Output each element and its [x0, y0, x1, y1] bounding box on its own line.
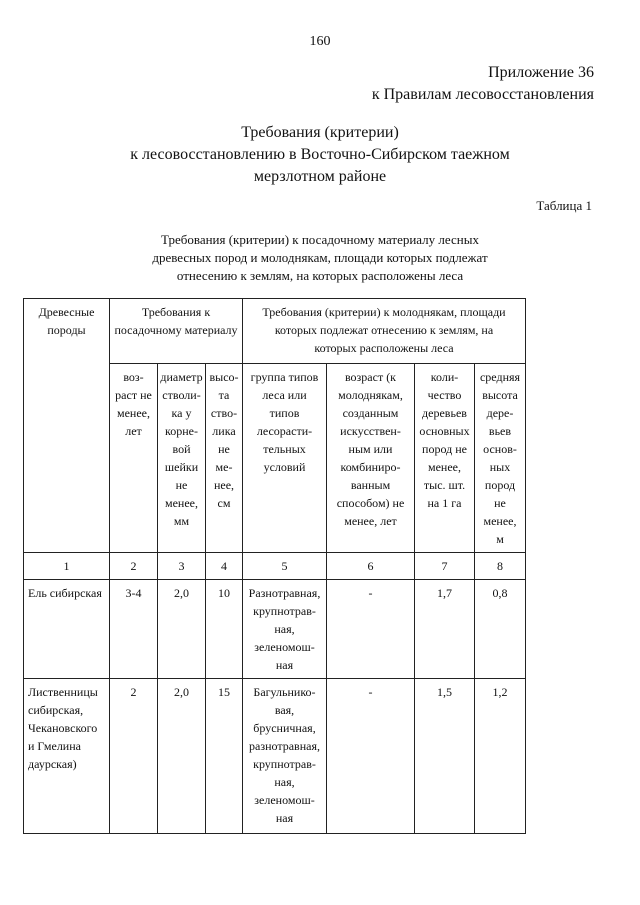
cell-line: искусствен- [340, 424, 401, 438]
page-number: 160 [309, 34, 331, 49]
cell-line: Чекановского [28, 721, 98, 735]
cell-line: типов [269, 406, 300, 420]
cell-line: которых подлежат отнесению к землям, на [274, 323, 494, 337]
tree-count-cell: 1,7 [415, 580, 475, 679]
title-line-1: Требования (критерии) [241, 124, 399, 141]
cell-line: менее, [117, 406, 150, 420]
cell-line: способом) не [336, 496, 405, 510]
cell-line: сибирская, [28, 703, 84, 717]
cell-line: нее, [213, 478, 235, 492]
cell-line: та [218, 388, 230, 402]
title-line-3: мерзлотном районе [253, 168, 387, 185]
cell-line: не [175, 478, 188, 492]
cell-line: ных [489, 460, 511, 474]
cell-line: ка у [171, 406, 192, 420]
column-number: 5 [243, 553, 327, 580]
cell-line: созданным [342, 406, 399, 420]
cell-line: пород не [422, 442, 467, 456]
appendix-number: Приложение 36 [488, 64, 594, 81]
age-cell: 3-4 [110, 580, 158, 679]
age-cell: 2 [110, 679, 158, 834]
cell-line: стволи- [162, 388, 201, 402]
cell-line: посадочному материалу [114, 323, 238, 337]
cell-line: лика [212, 424, 236, 438]
column-number: 4 [206, 553, 243, 580]
cell-line: возраст (к [344, 370, 397, 384]
cell-line: не [218, 442, 230, 456]
cell-line: менее, лет [344, 514, 397, 528]
cell-line: леса или [262, 388, 307, 402]
cell-line: ме- [215, 460, 233, 474]
cell-line: средняя [479, 370, 521, 384]
cell-line: на 1 га [427, 496, 462, 510]
cell-line: пород [484, 478, 516, 492]
cell-line: см [217, 496, 231, 510]
forest-types-cell [243, 679, 327, 834]
table-title-line-1: Требования (критерии) к посадочному материалу лесных [161, 232, 479, 247]
cell-line: чество [427, 388, 462, 402]
diameter-cell: 2,0 [158, 679, 206, 834]
cell-line: даурская) [28, 757, 77, 771]
cell-line: менее, [428, 460, 461, 474]
cell-line: корне- [165, 424, 198, 438]
cell-line: тельных [263, 442, 306, 456]
cell-line: вая, [274, 703, 295, 717]
cell-line: м [496, 532, 504, 546]
young-age-cell: - [327, 580, 415, 679]
requirements-table [23, 298, 526, 834]
cell-line: ная [275, 658, 294, 672]
cell-line: воз- [123, 370, 144, 384]
cell-line: ство- [210, 406, 238, 420]
species-cell [24, 580, 110, 679]
column-number: 6 [327, 553, 415, 580]
column-number: 7 [415, 553, 475, 580]
cell-line: ная, [274, 622, 295, 636]
avg-height-cell: 0,8 [475, 580, 526, 679]
cell-line: зеленомош- [254, 793, 315, 807]
appendix-reference: к Правилам лесовосстановления [371, 86, 594, 103]
cell-line: лет [125, 424, 142, 438]
cell-line: комбиниро- [340, 460, 401, 474]
header-planting-material [110, 299, 243, 364]
cell-line: Разнотравная, [248, 586, 321, 600]
cell-line: разнотравная, [249, 739, 320, 753]
cell-line: ная, [274, 775, 295, 789]
header-young-stands [243, 299, 526, 364]
cell-line: ным или [348, 442, 393, 456]
cell-line: менее, [165, 496, 198, 510]
species-cell [24, 679, 110, 834]
cell-line: тыс. шт. [423, 478, 466, 492]
column-number: 8 [475, 553, 526, 580]
cell-line: условий [263, 460, 306, 474]
header-avg-height [475, 364, 526, 553]
tree-count-cell: 1,5 [415, 679, 475, 834]
cell-line: молоднякам, [338, 388, 403, 402]
cell-line: группа типов [250, 370, 319, 384]
cell-line: крупнотрав- [253, 757, 316, 771]
cell-line: деревьев [422, 406, 467, 420]
header-diameter [158, 364, 206, 553]
cell-line: ная [275, 811, 294, 825]
header-age [110, 364, 158, 553]
cell-line: породы [47, 323, 86, 337]
cell-line: не [494, 496, 506, 510]
young-age-cell: - [327, 679, 415, 834]
header-species [24, 299, 110, 553]
table-row [24, 679, 526, 834]
header-young-age [327, 364, 415, 553]
column-number-row [24, 553, 526, 580]
cell-line: Требования к [141, 305, 211, 319]
avg-height-cell: 1,2 [475, 679, 526, 834]
diameter-cell: 2,0 [158, 580, 206, 679]
cell-line: крупнотрав- [253, 604, 316, 618]
cell-line: мм [173, 514, 190, 528]
cell-line: высо- [209, 370, 239, 384]
cell-line: Ель сибирская [28, 586, 102, 600]
cell-line: основ- [483, 442, 517, 456]
cell-line: Лиственницы [28, 685, 98, 699]
table-title [0, 231, 640, 285]
column-number: 1 [24, 553, 110, 580]
cell-line: менее, [483, 514, 517, 528]
title-line-2: к лесовосстановлению в Восточно-Сибирском таежном [130, 146, 510, 163]
cell-line: шейки [164, 460, 199, 474]
cell-line: дере- [486, 406, 514, 420]
table-row [24, 580, 526, 679]
table-title-line-3: отнесению к землям, на которых расположены леса [176, 268, 464, 283]
table-label: Таблица 1 [536, 198, 592, 213]
cell-line: Древесные [38, 305, 95, 319]
cell-line: вой [172, 442, 191, 456]
cell-line: раст не [115, 388, 152, 402]
cell-line: вьев [488, 424, 512, 438]
cell-line: которых расположены леса [314, 341, 454, 355]
cell-line: и Гмелина [28, 739, 81, 753]
height-cell: 10 [206, 580, 243, 679]
cell-line: коли- [430, 370, 459, 384]
header-tree-count [415, 364, 475, 553]
document-title [0, 122, 640, 188]
cell-line: высота [482, 388, 518, 402]
header-height [206, 364, 243, 553]
forest-types-cell [243, 580, 327, 679]
column-number: 2 [110, 553, 158, 580]
column-number: 3 [158, 553, 206, 580]
cell-line: Багульнико- [253, 685, 316, 699]
header-forest-types [243, 364, 327, 553]
cell-line: диаметр [160, 370, 203, 384]
cell-line: основных [419, 424, 470, 438]
height-cell: 15 [206, 679, 243, 834]
cell-line: брусничная, [253, 721, 316, 735]
table-title-line-2: древесных пород и молоднякам, площади которых подлежат [152, 250, 488, 265]
cell-line: Требования (критерии) к молоднякам, площади [262, 305, 506, 319]
header-row-top [24, 299, 526, 364]
cell-line: лесорасти- [256, 424, 313, 438]
cell-line: зеленомош- [254, 640, 315, 654]
cell-line: ванным [350, 478, 391, 492]
